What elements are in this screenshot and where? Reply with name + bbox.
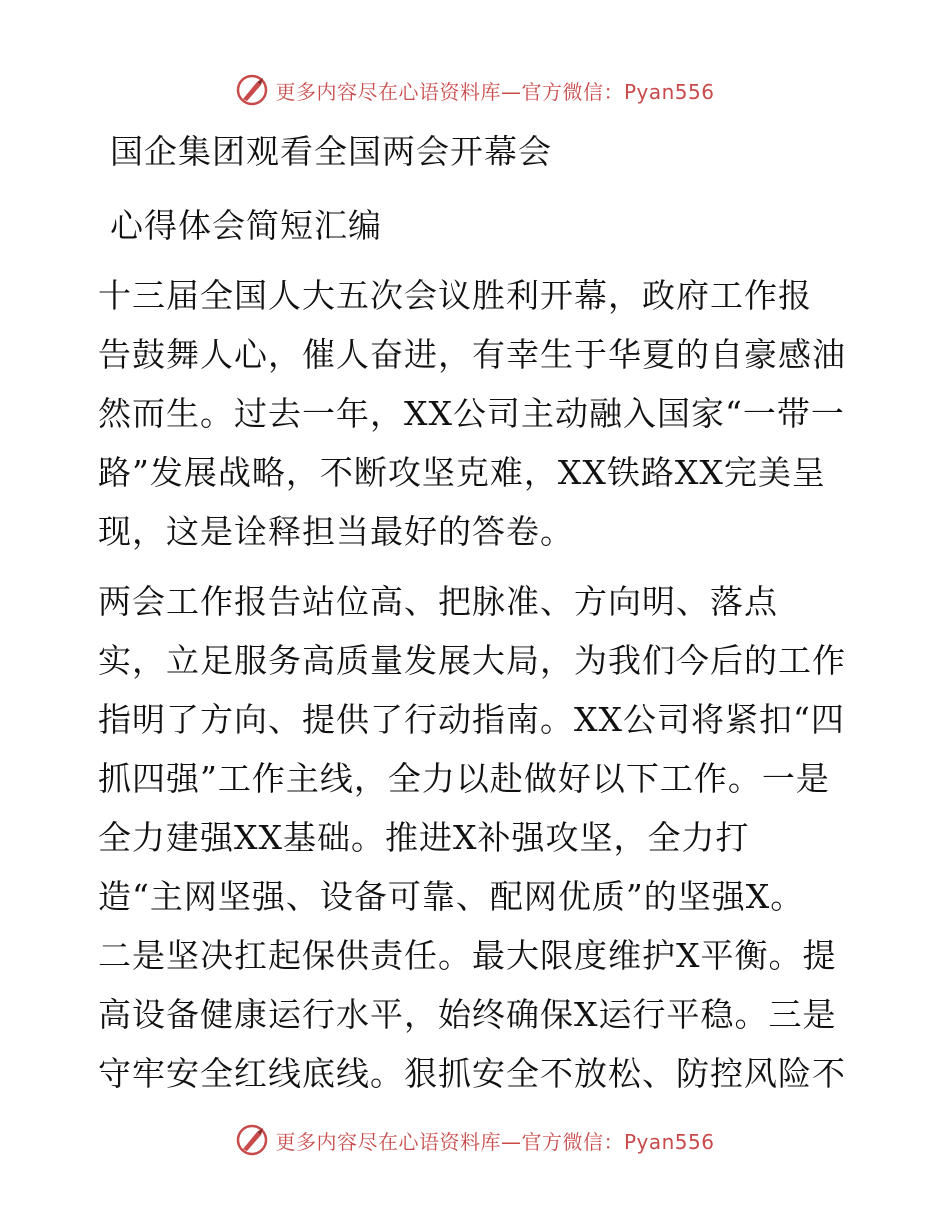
paragraph-line: 全力建强XX基础。推进X补强攻坚，全力打 <box>98 818 750 857</box>
paragraph-line: 实，立足服务高质量发展大局，为我们今后的工作 <box>98 641 846 680</box>
paragraph-line: 指明了方向、提供了行动指南。XX公司将紧扣“四 <box>98 700 845 739</box>
paragraph-line: 守牢安全红线底线。狠抓安全不放松、防控风险不 <box>98 1054 846 1093</box>
paragraph-line: 抓四强”工作主线，全力以赴做好以下工作。一是 <box>98 759 830 798</box>
footer-watermark <box>0 1120 950 1160</box>
document-subtitle: 心得体会简短汇编 <box>110 206 382 245</box>
paragraph-2 <box>98 572 858 1103</box>
quill-pen-logo-icon <box>235 1123 269 1157</box>
document-title: 国企集团观看全国两会开幕会 <box>110 132 552 171</box>
paragraph-line: 然而生。过去一年，XX公司主动融入国家“一带一 <box>98 394 845 433</box>
paragraph-1 <box>98 266 858 561</box>
paragraph-line: 两会工作报告站位高、把脉准、方向明、落点 <box>98 582 778 621</box>
paragraph-line: 现，这是诠释担当最好的答卷。 <box>98 512 574 551</box>
header-watermark <box>0 70 950 110</box>
paragraph-line: 二是坚决扛起保供责任。最大限度维护X平衡。提 <box>98 936 837 975</box>
paragraph-line: 造“主网坚强、设备可靠、配网优质”的坚强X。 <box>98 877 805 916</box>
paragraph-line: 高设备健康运行水平，始终确保X运行平稳。三是 <box>98 995 837 1034</box>
paragraph-line: 告鼓舞人心，催人奋进，有幸生于华夏的自豪感油 <box>98 335 846 374</box>
paragraph-line: 十三届全国人大五次会议胜利开幕，政府工作报 <box>98 276 812 315</box>
watermark-text: 更多内容尽在心语资料库—官方微信：Pyan556 <box>275 1129 715 1154</box>
quill-pen-logo-icon <box>235 73 269 107</box>
watermark-text: 更多内容尽在心语资料库—官方微信：Pyan556 <box>275 79 715 104</box>
paragraph-line: 路”发展战略，不断攻坚克难，XX铁路XX完美呈 <box>98 453 826 492</box>
